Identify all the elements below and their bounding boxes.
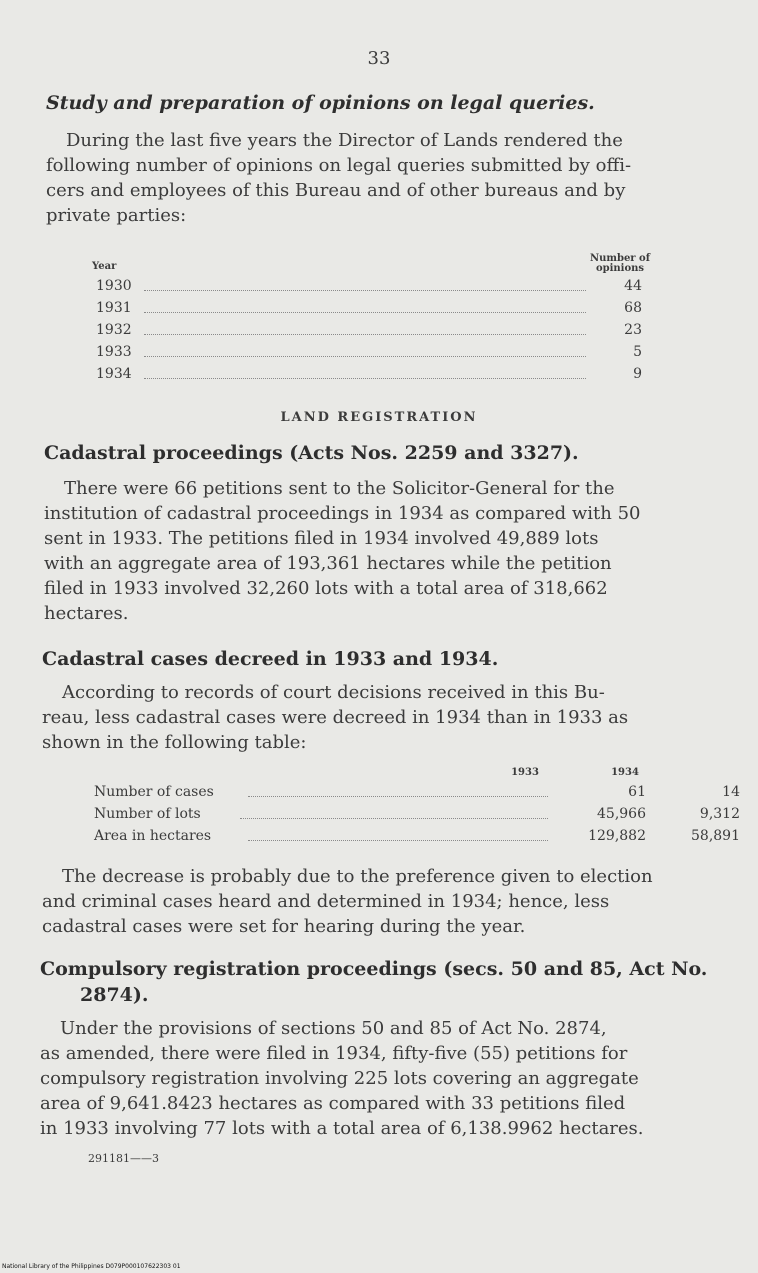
heading-compulsory-registration: Compulsory registration proceedings (secs. 50 and 85, Act No. [40,958,708,980]
table-row [96,344,646,366]
cases-decreed-table [94,784,740,850]
column-header-year: Year [92,261,117,272]
text-line: as amended, there were filed in 1934, fifty-five (55) petitions for [40,1043,628,1064]
section-title: LAND REGISTRATION [280,410,478,425]
row-label: Number of cases [94,784,214,800]
count-cell: 23 [624,322,642,338]
library-watermark: National Library of the Philippines D079P000107622303 01 [2,1263,181,1270]
text-line: following number of opinions on legal queries submitted by offi- [46,155,632,176]
year-cell: 1934 [96,366,132,382]
table-row [94,806,740,828]
text-line: compulsory registration involving 225 lots covering an aggregate [40,1068,639,1089]
column-header-line: opinions [595,263,645,274]
leader-dots [240,818,548,819]
leader-dots [248,840,548,841]
text-line: filed in 1933 involved 32,260 lots with a total area of 318,662 [44,578,608,599]
value-1934: 14 [722,784,740,800]
text-line: The decrease is probably due to the preference given to election [62,866,653,887]
value-1933: 45,966 [597,806,646,822]
text-line: cadastral cases were set for hearing during the year. [42,916,526,937]
text-line: During the last five years the Director of Lands rendered the [66,130,623,151]
heading-cadastral-proceedings: Cadastral proceedings (Acts Nos. 2259 and 3327). [44,442,579,464]
leader-dots [144,290,586,291]
leader-dots [144,356,586,357]
text-line: in 1933 involving 77 lots with a total area of 6,138.9962 hectares. [40,1118,644,1139]
printer-code: 291181——3 [88,1152,159,1165]
year-cell: 1932 [96,322,132,338]
heading-compulsory-registration-cont: 2874). [80,984,149,1006]
year-cell: 1933 [96,344,132,360]
table-row [96,300,646,322]
table-row [94,828,740,850]
value-1934: 9,312 [699,806,740,822]
page-number: 33 [367,48,391,69]
text-line: sent in 1933. The petitions filed in 1934 involved 49,889 lots [44,528,599,549]
text-line: shown in the following table: [42,732,307,753]
row-label: Number of lots [94,806,201,822]
paragraph-opinions [46,128,706,228]
value-1934: 58,891 [691,828,740,844]
text-line: hectares. [44,603,129,624]
year-cell: 1930 [96,278,132,294]
leader-dots [144,312,586,313]
paragraph-cadastral-proceedings [44,476,704,626]
text-line: private parties: [46,205,187,226]
paragraph-cases-decreed [42,680,702,755]
leader-dots [248,796,548,797]
opinions-table [96,278,646,388]
text-line: Under the provisions of sections 50 and 85 of Act No. 2874, [60,1018,607,1039]
paragraph-decrease-reason [42,864,702,939]
count-cell: 44 [624,278,642,294]
column-header-1934: 1934 [611,767,639,778]
leader-dots [144,378,586,379]
table-row [96,366,646,388]
count-cell: 9 [633,366,642,382]
table-row [96,278,646,300]
value-1933: 61 [628,784,646,800]
text-line: reau, less cadastral cases were decreed in 1934 than in 1933 as [42,707,629,728]
column-header-1933: 1933 [511,767,539,778]
table-row [96,322,646,344]
text-line: cers and employees of this Bureau and of other bureaus and by [46,180,626,201]
text-line: area of 9,641.8423 hectares as compared with 33 petitions filed [40,1093,626,1114]
column-header-number-of-opinions [580,254,660,274]
text-line: with an aggregate area of 193,361 hectares while the petition [44,553,612,574]
column-header-line: Number of [589,253,651,264]
text-line: and criminal cases heard and determined in 1934; hence, less [42,891,610,912]
leader-dots [144,334,586,335]
row-label: Area in hectares [94,828,212,844]
heading-study-opinions: Study and preparation of opinions on legal queries. [46,92,595,114]
text-line: institution of cadastral proceedings in 1934 as compared with 50 [44,503,641,524]
year-cell: 1931 [96,300,132,316]
heading-cadastral-cases-decreed: Cadastral cases decreed in 1933 and 1934. [42,648,499,670]
text-line: According to records of court decisions received in this Bu- [62,682,605,703]
text-line: There were 66 petitions sent to the Solicitor-General for the [64,478,615,499]
count-cell: 5 [633,344,642,360]
value-1933: 129,882 [588,828,646,844]
table-row [94,784,740,806]
count-cell: 68 [624,300,642,316]
paragraph-compulsory-registration [40,1016,700,1141]
